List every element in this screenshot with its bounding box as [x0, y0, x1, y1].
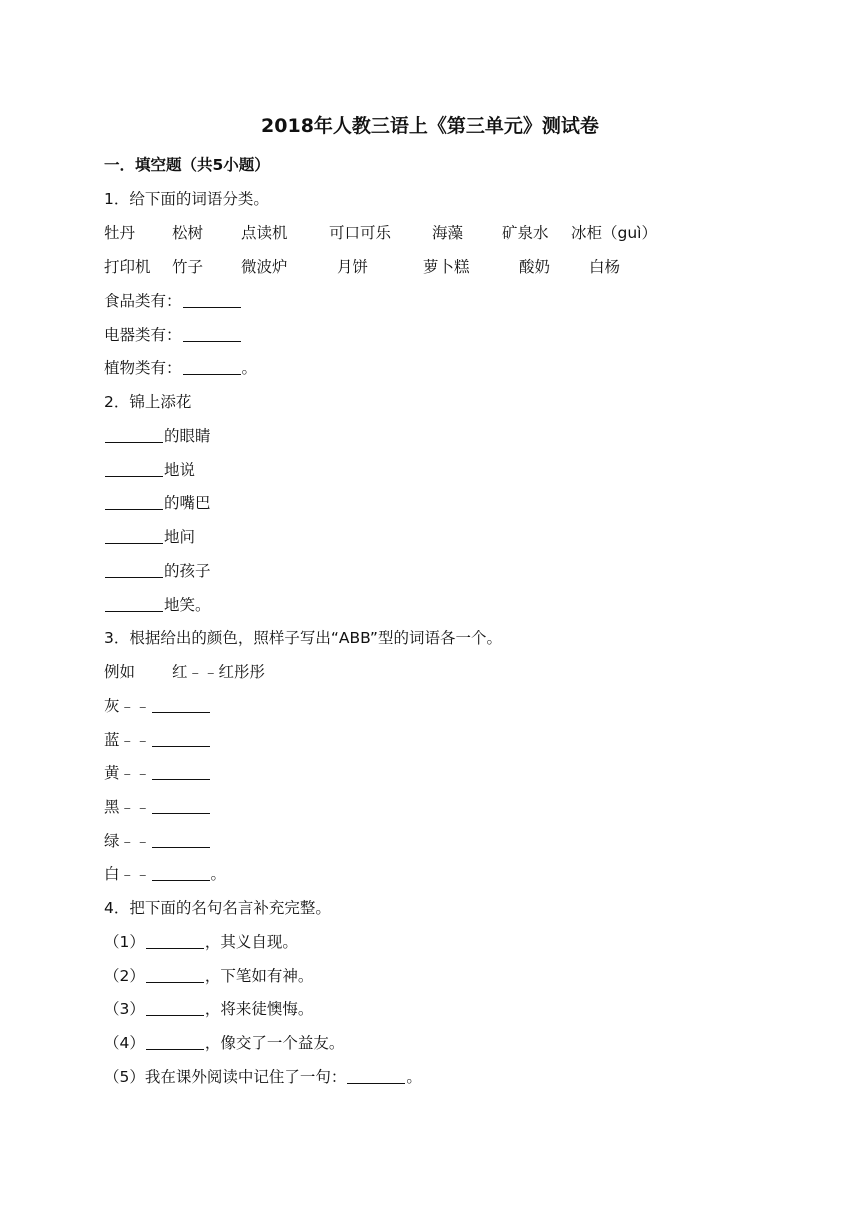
- q2-item-text: 的眼睛: [164, 427, 211, 445]
- q2-item: [104, 525, 195, 549]
- item-text: 我在课外阅读中记住了一句：: [144, 1068, 347, 1086]
- color-prompt: 灰﹣﹣: [104, 697, 151, 715]
- word: 打印机: [104, 258, 151, 276]
- plant-label: 植物类有：: [104, 359, 182, 377]
- q1-appliance-line: [104, 323, 242, 347]
- q1-plant-line: [104, 356, 257, 380]
- answer-blank[interactable]: [105, 525, 163, 544]
- q3-item: [104, 694, 211, 718]
- q4-item: [104, 997, 313, 1021]
- color-prompt: 黑﹣﹣: [104, 798, 151, 816]
- answer-blank[interactable]: [105, 491, 163, 510]
- appliance-label: 电器类有：: [104, 326, 182, 344]
- word: 冰柜（guì）: [571, 224, 657, 242]
- word: 酸奶: [519, 258, 551, 276]
- q2-item: [104, 491, 211, 515]
- answer-blank[interactable]: [146, 964, 204, 983]
- word: 点读机: [241, 224, 288, 242]
- color-prompt: 蓝﹣﹣: [104, 731, 151, 749]
- item-text: ，下笔如有神。: [204, 967, 314, 985]
- item-number: （1）: [104, 933, 145, 951]
- word: 月饼: [337, 258, 369, 276]
- word: 萝卜糕: [423, 258, 470, 276]
- color-prompt: 绿﹣﹣: [104, 832, 151, 850]
- q2-item-text: 地说: [164, 461, 196, 479]
- answer-blank[interactable]: [152, 795, 210, 814]
- q1-food-line: [104, 289, 242, 313]
- word: 松树: [172, 224, 204, 242]
- q1-stem: 1．给下面的词语分类。: [104, 190, 269, 208]
- item-number: （4）: [104, 1034, 145, 1052]
- q2-item-text: 地问: [164, 528, 196, 546]
- q1-word-row-2: [0, 255, 860, 279]
- item-number: （3）: [104, 1000, 145, 1018]
- answer-blank[interactable]: [152, 728, 210, 747]
- q4-item: [104, 1031, 344, 1055]
- word: 可口可乐: [329, 224, 392, 242]
- answer-blank[interactable]: [146, 930, 204, 949]
- color-prompt: 黄﹣﹣: [104, 764, 151, 782]
- period: 。: [210, 865, 227, 883]
- item-number: （5）: [104, 1068, 145, 1086]
- color-prompt: 白﹣﹣: [104, 865, 151, 883]
- answer-blank[interactable]: [105, 424, 163, 443]
- q2-item-text: 的嘴巴: [164, 494, 211, 512]
- q2-item: [104, 424, 211, 448]
- q2-item-text: 的孩子: [164, 562, 211, 580]
- answer-blank[interactable]: [146, 997, 204, 1016]
- item-text: ，像交了一个益友。: [204, 1034, 345, 1052]
- answer-blank[interactable]: [183, 289, 241, 308]
- q2-item-text: 地笑。: [164, 596, 211, 614]
- answer-blank[interactable]: [183, 356, 241, 375]
- q4-item: [104, 1065, 422, 1089]
- q2-item: [104, 593, 211, 617]
- food-label: 食品类有：: [104, 292, 182, 310]
- word: 海藻: [432, 224, 464, 242]
- answer-blank[interactable]: [152, 862, 210, 881]
- example-text: 红﹣﹣红彤彤: [172, 663, 266, 681]
- word: 微波炉: [241, 258, 288, 276]
- q4-item: [104, 964, 313, 988]
- word: 矿泉水: [502, 224, 549, 242]
- q2-stem: 2．锦上添花: [104, 393, 192, 411]
- q3-stem: 3．根据给出的颜色，照样子写出“ABB”型的词语各一个。: [104, 629, 502, 647]
- page-title: 2018年人教三语上《第三单元》测试卷: [261, 115, 599, 137]
- word: 白杨: [589, 258, 621, 276]
- answer-blank[interactable]: [183, 323, 241, 342]
- answer-blank[interactable]: [152, 829, 210, 848]
- q3-item: [104, 761, 211, 785]
- item-number: （2）: [104, 967, 145, 985]
- q4-stem: 4．把下面的名句名言补充完整。: [104, 899, 331, 917]
- q2-item: [104, 559, 211, 583]
- answer-blank[interactable]: [105, 593, 163, 612]
- period: 。: [241, 359, 258, 377]
- q3-example: [0, 660, 860, 684]
- answer-blank[interactable]: [146, 1031, 204, 1050]
- answer-blank[interactable]: [347, 1065, 405, 1084]
- q3-item: [104, 862, 226, 886]
- answer-blank[interactable]: [152, 761, 210, 780]
- item-text: ，其义自现。: [204, 933, 298, 951]
- section-heading: 一．填空题（共5小题）: [104, 156, 270, 174]
- example-label: 例如: [104, 663, 136, 681]
- q2-item: [104, 458, 195, 482]
- period: 。: [406, 1068, 422, 1086]
- q3-item: [104, 795, 211, 819]
- q3-item: [104, 728, 211, 752]
- answer-blank[interactable]: [105, 559, 163, 578]
- answer-blank[interactable]: [152, 694, 210, 713]
- word: 竹子: [172, 258, 204, 276]
- q1-word-row-1: [0, 221, 860, 245]
- item-text: ，将来徒懊悔。: [204, 1000, 314, 1018]
- answer-blank[interactable]: [105, 458, 163, 477]
- word: 牡丹: [104, 224, 136, 242]
- q3-item: [104, 829, 211, 853]
- q4-item: [104, 930, 298, 954]
